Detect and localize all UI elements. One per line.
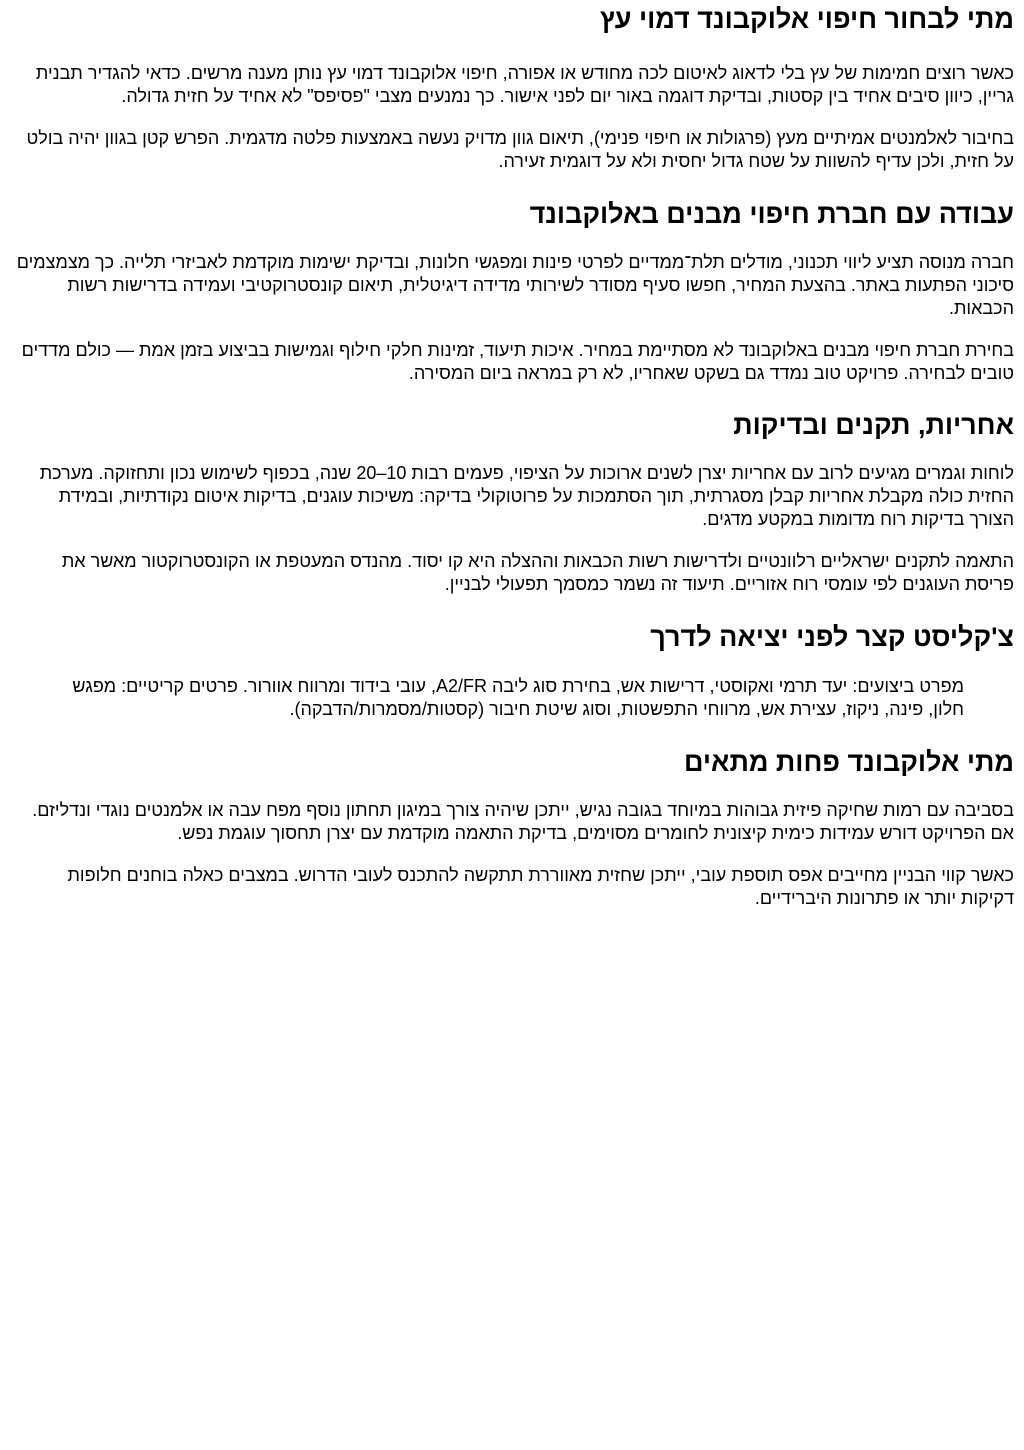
section-title: אחריות, תקנים ובדיקות: [733, 410, 1014, 440]
section-checklist: [10, 620, 1014, 721]
paragraph: התאמה לתקנים ישראליים רלוונטיים ולדרישות רשות הכבאות וההצלה היא קו יסוד. מהנדס המעטפת או הקונסטרוקטור מאשר את פריסת העוגנים לפי עומסי רוח אזוריים. תיעוד זה נשמר כמסמך תפעולי לבניין.: [61, 551, 1014, 594]
section-cladding-company: [10, 197, 1014, 385]
checklist: [10, 675, 1014, 721]
paragraph: לוחות וגמרים מגיעים לרוב עם אחריות יצרן לשנים ארוכות על הציפוי, פעמים רבות 10–20 שנה, בכפוף לשימוש נכון ותחזוקה. מערכת החזית כולה מקבלת אחריות קבלן מסגרתית, תוך הסתמכות על פרוטוקולי בדיקה: משיכות עוגנים, בדיקות איטום נקודתיות, ובמידת הצורך בדיקות רוח מדומות במקטע מדגים.: [39, 463, 1014, 529]
section-wood-look: [10, 2, 1014, 173]
article: [0, 2, 1024, 910]
section-title: מתי אלוקבונד פחות מתאים: [683, 747, 1014, 777]
section-title: מתי לבחור חיפוי אלוקבונד דמוי עץ: [599, 4, 1014, 34]
paragraph: כאשר קווי הבניין מחייבים אפס תוספת עובי, ייתכן שחזית מאווררת תתקשה להתכנס לעובי הדרוש. במצבים כאלה בוחנים חלופות דקיקות יותר או פתרונות היברידיים.: [67, 865, 1014, 908]
section-less-suitable: [10, 745, 1014, 910]
section-title: צ'קליסט קצר לפני יציאה לדרך: [650, 622, 1014, 652]
paragraph: כאשר רוצים חמימות של עץ בלי לדאוג לאיטום לכה מחודש או אפורה, חיפוי אלוקבונד דמוי עץ נותן מענה מרשים. כדאי להגדיר תבנית גריין, כיוון סיבים אחיד בין קסטות, ובדיקת דוגמה באור יום לפני אישור. כך נמנעים מצבי "פסיפס" לא אחיד על חזית גדולה.: [35, 63, 1014, 106]
paragraph: בחירת חברת חיפוי מבנים באלוקבונד לא מסתיימת במחיר. איכות תיעוד, זמינות חלקי חילוף וגמישות בביצוע בזמן אמת — כולם מדדים טובים לבחירה. פרויקט טוב נמדד גם בשקט שאחריו, לא רק במראה ביום המסירה.: [21, 340, 1014, 383]
paragraph: בחיבור לאלמנטים אמיתיים מעץ (פרגולות או חיפוי פנימי), תיאום גוון מדויק נעשה באמצעות פלטה מדגמית. הפרש קטן בגוון יהיה בולט על חזית, ולכן עדיף להשוות על שטח גדול יחסית ולא על דוגמית זעירה.: [26, 128, 1014, 171]
section-title: עבודה עם חברת חיפוי מבנים באלוקבונד: [529, 199, 1014, 229]
paragraph: חברה מנוסה תציע ליווי תכנוני, מודלים תלת־ממדיים לפרטי פינות ומפגשי חלונות, ובדיקת ישימות מוקדמת לאביזרי תלייה. כך מצמצמים סיכוני הפתעות באתר. בהצעת המחיר, חפשו סעיף מסודר לשירותי מדידה דיגיטלית, תיאום קונסטרוקטיבי ועמידה בדרישות רשות הכבאות.: [16, 252, 1014, 318]
checklist-item: מפרט ביצועים: יעד תרמי ואקוסטי, דרישות אש, בחירת סוג ליבה A2/FR, עובי בידוד ומרווח אוורור. פרטים קריטיים: מפגש חלון, פינה, ניקוז, עצירת אש, מרווחי התפשטות, וסוג שיטת חיבור (קסטות/מסמרות/הדבקה).: [72, 676, 964, 719]
section-warranty-standards: [10, 408, 1014, 596]
paragraph: בסביבה עם רמות שחיקה פיזית גבוהות במיוחד בגובה נגיש, ייתכן שיהיה צורך במיגון תחתון נוסף מפח עבה או אלמנטים נוגדי ונדליזם. אם הפרויקט דורש עמידות כימית קיצונית לחומרים מסוימים, בדיקת התאמה מוקדמת עם יצרן תחסוך עוגמת נפש.: [32, 800, 1014, 843]
